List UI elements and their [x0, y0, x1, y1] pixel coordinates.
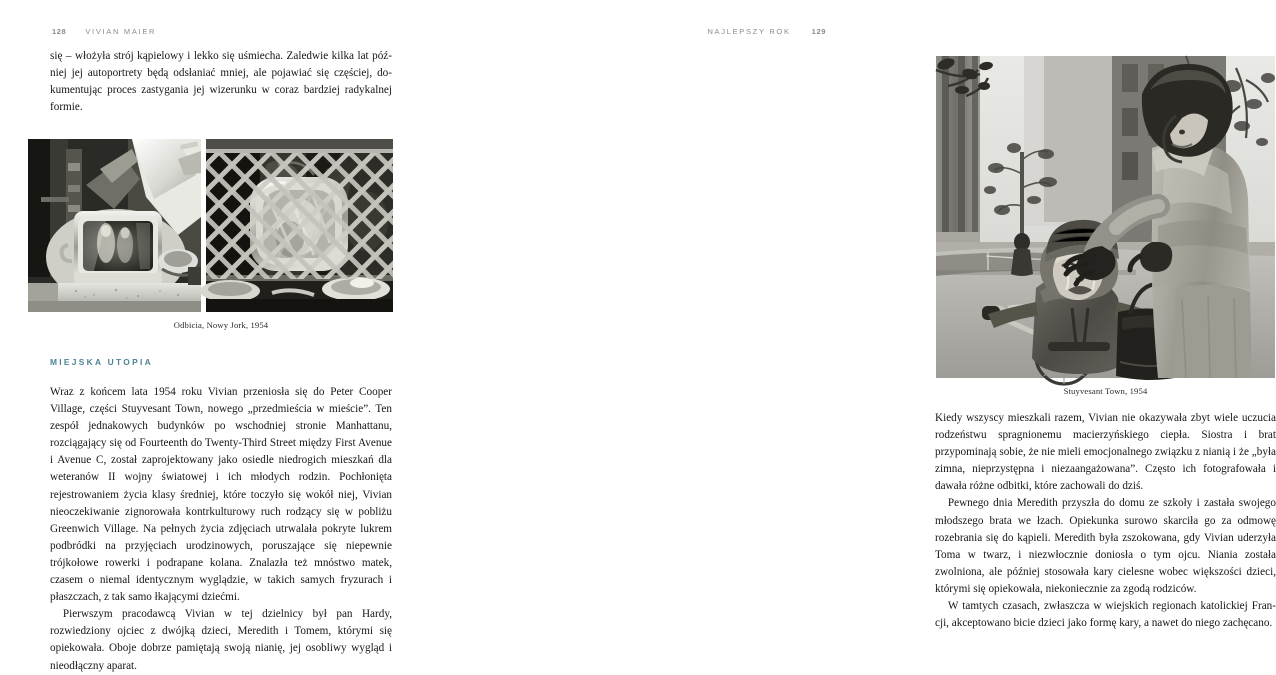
- left-page: [0, 0, 440, 672]
- left-photo-caption: Odbicia, Nowy Jork, 1954: [173, 320, 269, 330]
- right-page-running-head: [707, 27, 826, 36]
- right-page: [440, 0, 1276, 666]
- left-page-folio: 128: [52, 27, 67, 36]
- paragraph: się – włożyła strój kąpielowy i lekko się uśmiecha. Zaledwie kilka lat później jej autoportrety będą odsłaniać mniej, ale pojawiać się częściej, dokumentując proces zastygania jej wizerunku w coraz bardziej radykalnej formie.: [50, 50, 392, 114]
- right-page-body-text: [935, 410, 1276, 632]
- paragraph: Wraz z końcem lata 1954 roku Vivian przeniosła się do Peter Cooper Village, części Stuyvesant Town, nowego „przedmieścia w mieście”. Ten zespół jednakowych budynków po wschodniej stronie Manhattanu, rozciągający się od Fourteenth do Twenty-Third Street między First Avenue i Avenue C, został zaprojektowany jako osiedle niedrogich mieszkań dla weteranów II wojny światowej i ich młodych rodzin. Pochłonięta rejestrowaniem życia klasy średniej, które toczyło się wokół niej, Vivian nieoczekiwanie zignorowała kontrkulturowy ruch rodzący się w pobliżu Greenwich Village. Na pełnych życia zdjęciach utrwalała pokryte lukrem podbródki na przyjęciach urodzinowych, poruszające się niepewnie trójkołowe rowerki i podrapane kolana. Znalazła też mnóstwo matek, czasem o niemal identycznym wyglądzie, w takich samych fryzurach i płaszczach, z tak samo łkającymi dziećmi.: [50, 386, 392, 604]
- left-page-running-head: [52, 27, 156, 36]
- paragraph: W tamtych czasach, zwłaszcza w wiejskich regionach katolickiej Francji, akceptowano bicie dzieci jako formę kary, a nawet do niego zachęcano.: [935, 600, 1276, 630]
- right-photo-caption: Stuyvesant Town, 1954: [1063, 386, 1148, 396]
- left-page-continued-text: [50, 48, 392, 116]
- paragraph: Pierwszym pracodawcą Vivian w tej dzielnicy był pan Hardy, rozwiedziony ojciec z dwójką dzieci, Meredith i Tomem, którymi się opiekowała. Oboje dobrze pamiętają swoją nianię, jej osobliwy wygląd i nieodłączny aparat.: [50, 608, 392, 672]
- paragraph: Kiedy wszyscy mieszkali razem, Vivian nie okazywała zbyt wiele uczucia rodzeństwu spragnionemu macierzyńskiego ciepła. Siostra i brat przypominają sobie, że nie mieli emocjonalnego związku z nianią i że „była zimna, nieprzystępna i niezaangażowana”. Często ich fotografowała i dawała różne odbitki, które zachowali do dziś.: [935, 412, 1276, 493]
- paragraph: Pewnego dnia Meredith przyszła do domu ze szkoły i zastała swojego młodszego brata we łzach. Opiekunka surowo skarciła go za odmowę rozebrania się do kąpieli. Meredith była zszokowana, gdy Vivian uderzyła Toma w twarz, i niezwłocznie doniosła o tym ojcu. Niania została zwolniona, ale później stosowała kary cielesne wobec większości dzieci, którymi się opiekowała, niekoniecznie za zgodą rodziców.: [935, 497, 1276, 595]
- toaster-reflection-photograph: [28, 139, 201, 312]
- left-page-body-text: [50, 384, 392, 675]
- boy-on-bicycle-photograph: [936, 56, 1275, 378]
- section-heading: MIEJSKA UTOPIA: [50, 357, 153, 367]
- crystal-dish-grille-photograph: [206, 139, 393, 312]
- right-page-running-title: NAJLEPSZY ROK: [707, 27, 791, 36]
- left-page-running-title: VIVIAN MAIER: [85, 27, 157, 36]
- right-page-folio: 129: [811, 27, 826, 36]
